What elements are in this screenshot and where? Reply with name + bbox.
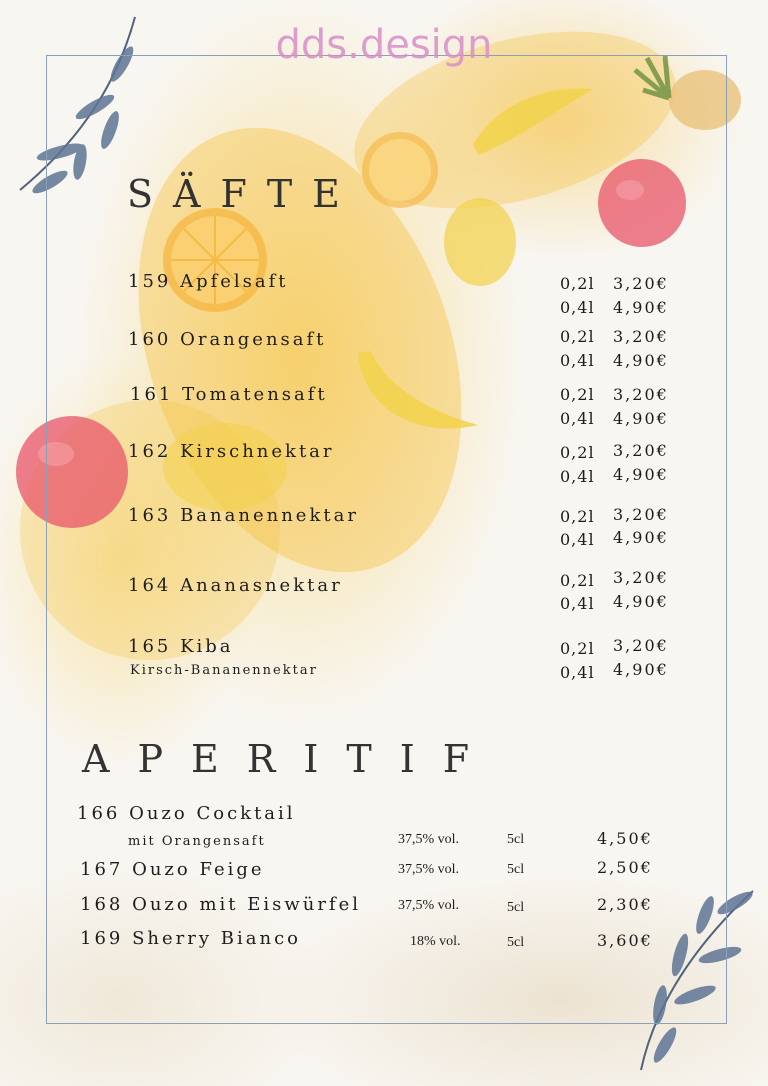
item-size: 0,2l <box>560 327 595 346</box>
menu-item-name: 161 Tomatensaft <box>130 384 328 405</box>
item-price: 4,90€ <box>613 409 669 428</box>
item-size: 5cl <box>507 832 525 847</box>
item-size: 0,2l <box>560 385 595 404</box>
menu-item-name: 168 Ouzo mit Eiswürfel <box>80 894 362 915</box>
item-price: 4,50€ <box>597 829 653 848</box>
menu-item-name: 159 Apfelsaft <box>128 271 289 292</box>
menu-item-name: 167 Ouzo Feige <box>80 859 265 880</box>
item-abv: 37,5% vol. <box>398 862 460 877</box>
menu-item-note: Kirsch-Bananennektar <box>130 663 318 678</box>
item-price: 3,20€ <box>613 274 669 293</box>
item-size: 0,2l <box>560 274 595 293</box>
item-price: 2,50€ <box>597 858 653 877</box>
menu-item-name: 163 Bananennektar <box>128 505 359 526</box>
section-title-saefte: SÄFTE <box>127 172 360 216</box>
item-size: 0,4l <box>560 298 595 317</box>
menu-item-name: 164 Ananasnektar <box>128 575 343 596</box>
brand-watermark: dds.design <box>275 22 493 68</box>
item-price: 4,90€ <box>613 592 669 611</box>
item-price: 3,20€ <box>613 505 669 524</box>
menu-item-name: 160 Orangensaft <box>128 329 327 350</box>
item-size: 0,4l <box>560 409 595 428</box>
section-title-aperitif: APERITIF <box>82 737 498 781</box>
item-size: 0,2l <box>560 507 595 526</box>
item-price: 3,20€ <box>613 568 669 587</box>
item-price: 3,60€ <box>597 931 653 950</box>
item-price: 4,90€ <box>613 660 669 679</box>
item-abv: 37,5% vol. <box>398 832 460 847</box>
item-size: 0,4l <box>560 663 595 682</box>
menu-item-name: 165 Kiba <box>128 636 234 657</box>
menu-item-name: 169 Sherry Bianco <box>80 928 301 949</box>
item-size: 0,2l <box>560 639 595 658</box>
item-size: 0,4l <box>560 351 595 370</box>
item-price: 3,20€ <box>613 327 669 346</box>
item-price: 4,90€ <box>613 351 669 370</box>
item-price: 2,30€ <box>597 895 653 914</box>
item-size: 5cl <box>507 862 525 877</box>
menu-item-name: 162 Kirschnektar <box>128 441 335 462</box>
item-size: 0,4l <box>560 594 595 613</box>
menu-item-note: mit Orangensaft <box>128 834 266 849</box>
item-size: 0,2l <box>560 571 595 590</box>
item-price: 4,90€ <box>613 465 669 484</box>
item-price: 3,20€ <box>613 441 669 460</box>
item-price: 4,90€ <box>613 298 669 317</box>
item-abv: 37,5% vol. <box>398 898 460 913</box>
item-size: 5cl <box>507 935 525 950</box>
item-size: 0,4l <box>560 530 595 549</box>
item-price: 3,20€ <box>613 636 669 655</box>
item-abv: 18% vol. <box>410 934 461 949</box>
item-size: 0,2l <box>560 443 595 462</box>
item-price: 3,20€ <box>613 385 669 404</box>
item-size: 5cl <box>507 900 525 915</box>
item-price: 4,90€ <box>613 528 669 547</box>
item-size: 0,4l <box>560 467 595 486</box>
menu-item-name: 166 Ouzo Cocktail <box>77 803 296 824</box>
